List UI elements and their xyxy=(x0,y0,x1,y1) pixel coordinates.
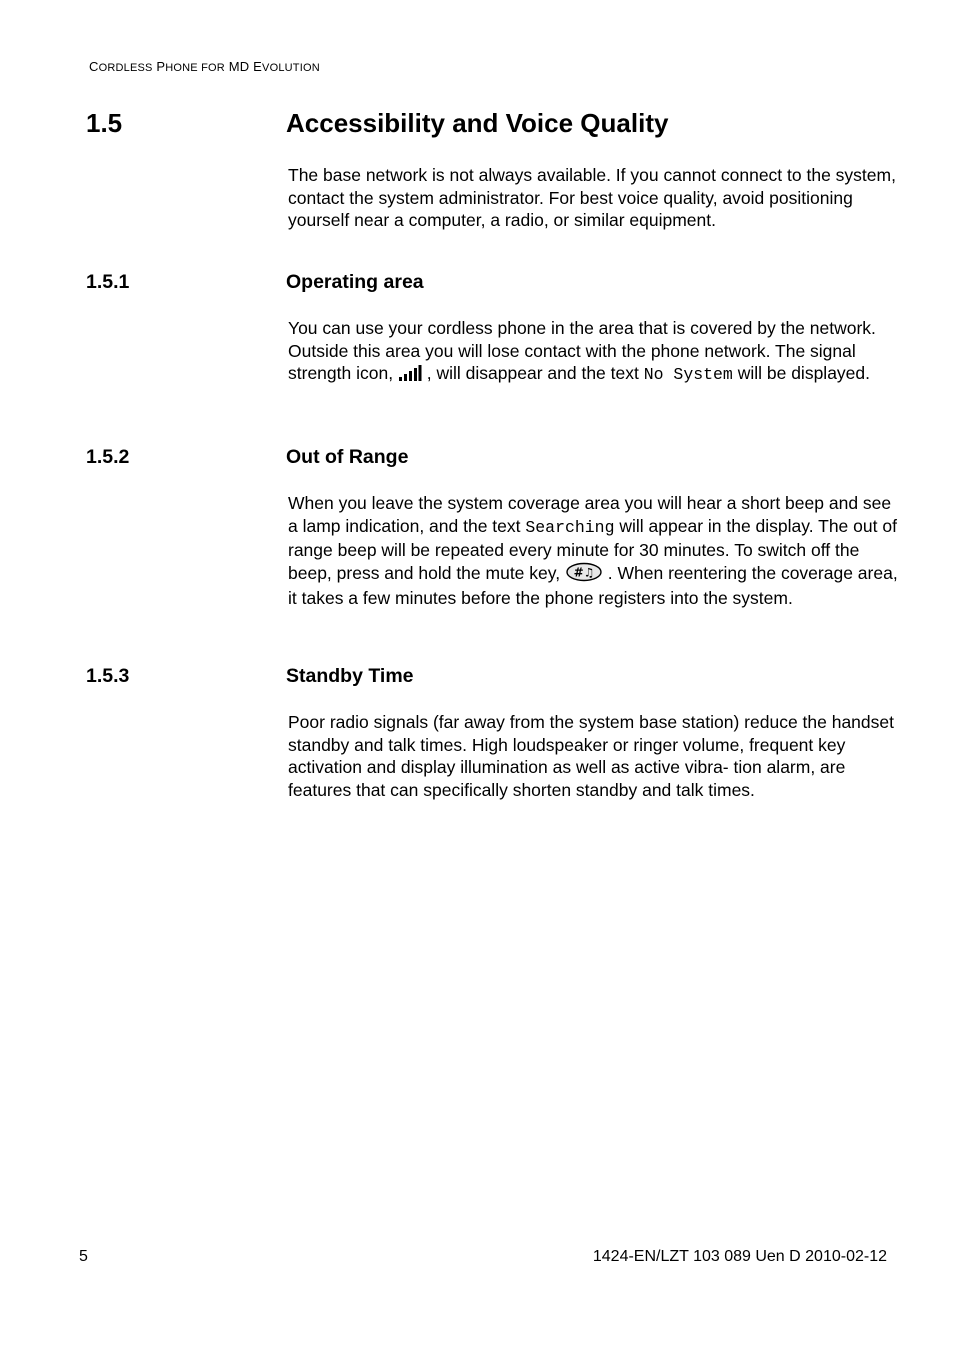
document-id: 1424-EN/LZT 103 089 Uen D 2010-02-12 xyxy=(592,1248,887,1265)
page-number: 5 xyxy=(79,1248,88,1265)
out-of-range-paragraph: When you leave the system coverage area you will hear a short beep and see a lamp indication, and the text Searching will appear in the display. The out of range beep will be repeated every minute for 30 minutes. To switch off the beep, press and hold the mute key, #♫ . When reentering the coverage area, it takes a few minutes before the phone registers into the system. xyxy=(288,493,898,608)
subsection-1-title: Operating area xyxy=(286,271,424,293)
running-header: CORDLESS PHONE FOR MD EVOLUTION xyxy=(89,59,320,74)
svg-text:#♫: #♫ xyxy=(573,565,595,579)
operating-area-paragraph: You can use your cordless phone in the area that is covered by the network. Outside this area you will lose contact with the phone network. The signal strength icon, , will disappear and the text No System will be displayed. xyxy=(288,317,893,388)
signal-strength-icon xyxy=(398,365,422,388)
mute-key-icon xyxy=(565,562,603,588)
subsection-1-number: 1.5.1 xyxy=(86,271,130,293)
subsection-2-number: 1.5.2 xyxy=(86,446,130,468)
standby-time-paragraph: Poor radio signals (far away from the system base station) reduce the handset standby and talk times. High loudspeaker or ringer volume, frequent key activation and display illumination as well as active vibra- tion alarm, are features that can specifically shorten standby and talk times. xyxy=(288,712,894,800)
no-system-text: No System xyxy=(643,365,733,384)
subsection-2-title: Out of Range xyxy=(286,446,409,468)
section-number: 1.5 xyxy=(86,108,123,138)
subsection-3-number: 1.5.3 xyxy=(86,665,130,687)
section-intro-paragraph: The base network is not always available. If you cannot connect to the system, contact the system administrator. For best voice quality, avoid positioning yourself near a computer, a radio, or similar equipment. xyxy=(288,165,896,230)
subsection-3-title: Standby Time xyxy=(286,665,414,687)
searching-text: Searching xyxy=(525,517,615,537)
section-title: Accessibility and Voice Quality xyxy=(286,108,669,138)
